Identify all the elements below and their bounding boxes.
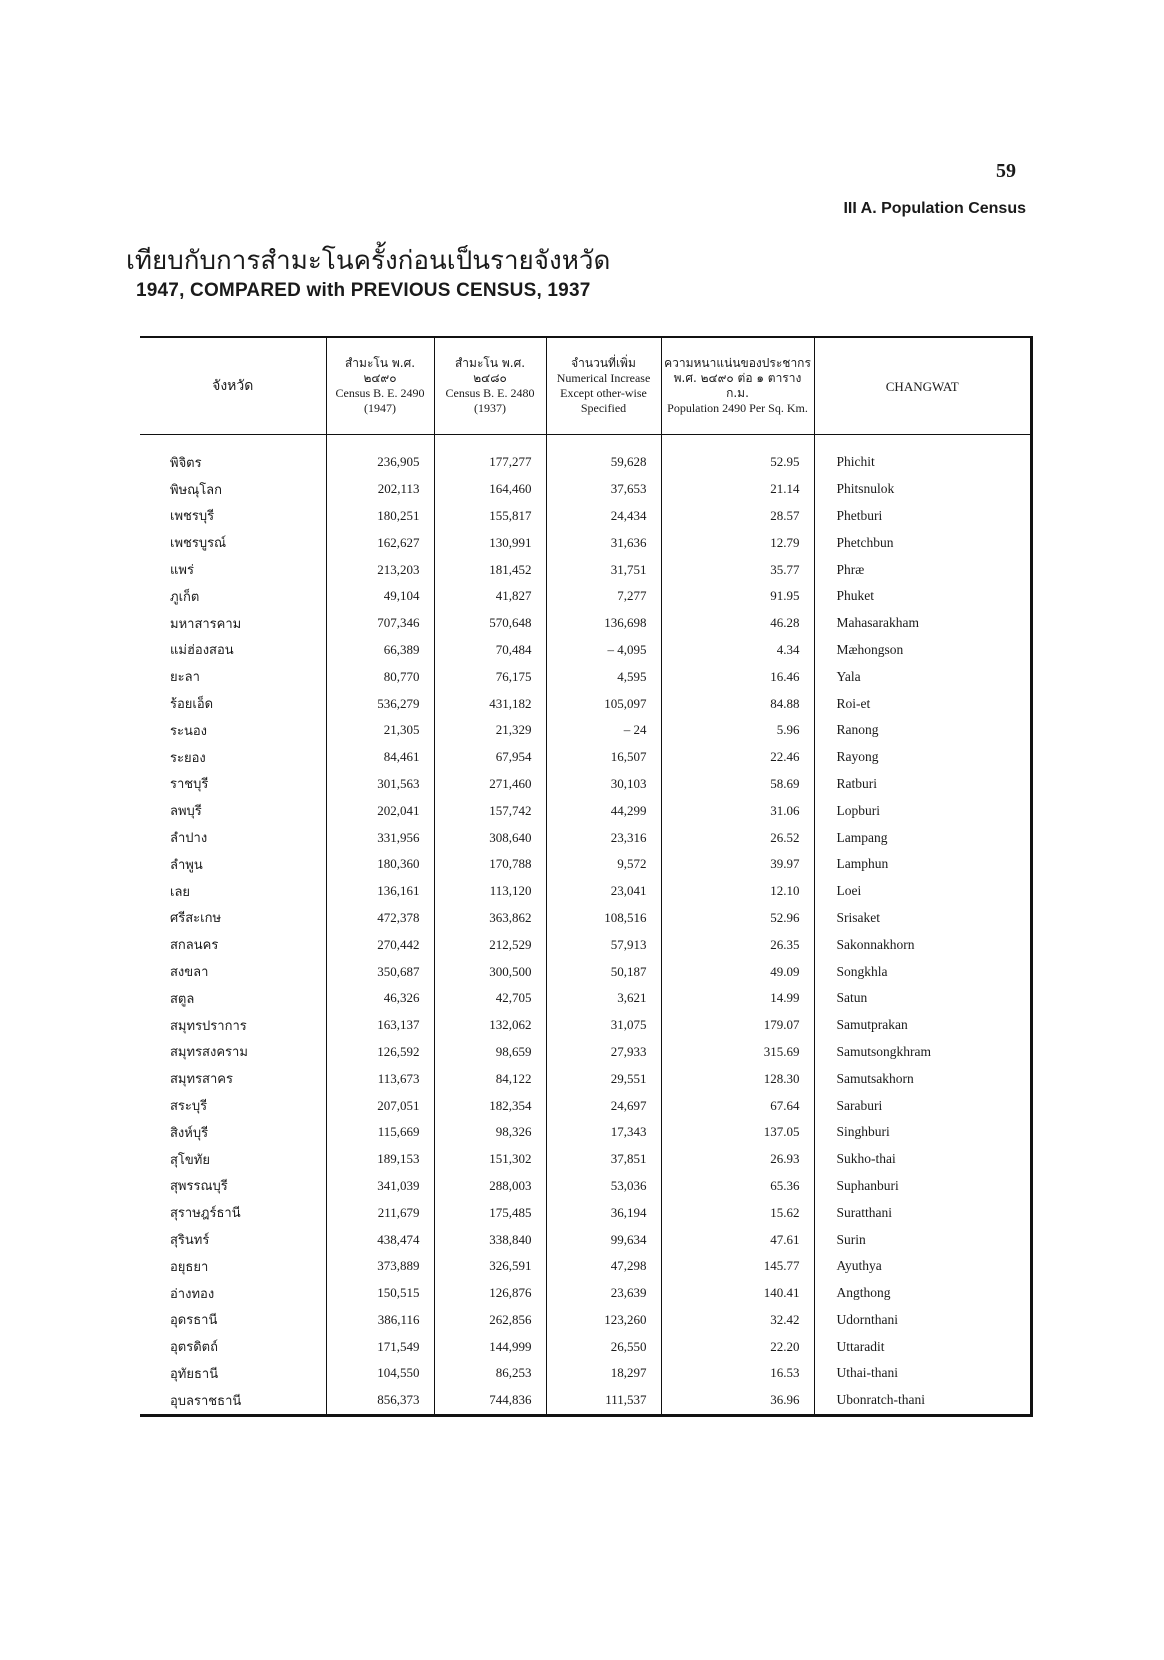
cell-increase: 4,595 xyxy=(546,663,661,690)
cell-census-1937: 98,659 xyxy=(434,1039,546,1066)
cell-census-1937: 308,640 xyxy=(434,824,546,851)
cell-increase: 105,097 xyxy=(546,690,661,717)
table-row xyxy=(140,1065,1030,1092)
cell-changwat: Yala xyxy=(836,668,861,684)
cell-province-thai: พิจิตร xyxy=(140,435,326,476)
cell-census-1937: 132,062 xyxy=(434,1012,546,1039)
table-body xyxy=(140,435,1030,1414)
cell-census-1937: 84,122 xyxy=(434,1065,546,1092)
cell-changwat: Mæhongson xyxy=(836,641,904,657)
cell-density: 58.69 xyxy=(661,771,814,798)
cell-density: 12.10 xyxy=(661,878,814,905)
cell-province-thai: สุรินทร์ xyxy=(140,1226,326,1253)
cell-census-1937: 212,529 xyxy=(434,931,546,958)
cell-density: 15.62 xyxy=(661,1199,814,1226)
cell-increase: 24,697 xyxy=(546,1092,661,1119)
cell-province-thai: ระยอง xyxy=(140,744,326,771)
cell-density: 32.42 xyxy=(661,1307,814,1334)
cell-census-1937: 157,742 xyxy=(434,797,546,824)
cell-density: 52.96 xyxy=(661,905,814,932)
cell-changwat: Singhburi xyxy=(836,1124,890,1140)
cell-density: 4.34 xyxy=(661,637,814,664)
cell-changwat: Suratthani xyxy=(836,1204,892,1220)
cell-increase: 24,434 xyxy=(546,503,661,530)
cell-increase: 37,653 xyxy=(546,476,661,503)
cell-density: 5.96 xyxy=(661,717,814,744)
table-row xyxy=(140,797,1030,824)
table-row xyxy=(140,663,1030,690)
table-row xyxy=(140,690,1030,717)
cell-increase: 26,550 xyxy=(546,1333,661,1360)
header-province-thai: จังหวัด xyxy=(140,338,326,435)
table-row xyxy=(140,717,1030,744)
cell-increase: 123,260 xyxy=(546,1307,661,1334)
cell-changwat: Roi-et xyxy=(836,695,871,711)
cell-changwat: Phetburi xyxy=(836,507,883,523)
cell-census-1947: 189,153 xyxy=(326,1146,434,1173)
cell-density: 14.99 xyxy=(661,985,814,1012)
table-row xyxy=(140,958,1030,985)
cell-density: 49.09 xyxy=(661,958,814,985)
cell-census-1937: 338,840 xyxy=(434,1226,546,1253)
cell-increase: 30,103 xyxy=(546,771,661,798)
cell-census-1947: 180,251 xyxy=(326,503,434,530)
cell-density: 21.14 xyxy=(661,476,814,503)
cell-province-thai: สิงห์บุรี xyxy=(140,1119,326,1146)
table-row xyxy=(140,931,1030,958)
cell-province-thai: ศรีสะเกษ xyxy=(140,905,326,932)
cell-changwat: Rayong xyxy=(836,749,879,765)
cell-changwat: Suphanburi xyxy=(836,1177,899,1193)
cell-density: 315.69 xyxy=(661,1039,814,1066)
table-row xyxy=(140,1360,1030,1387)
cell-province-thai: แพร่ xyxy=(140,556,326,583)
cell-changwat: Phitsnulok xyxy=(836,481,895,497)
table-row xyxy=(140,1173,1030,1200)
cell-increase: 37,851 xyxy=(546,1146,661,1173)
cell-census-1947: 84,461 xyxy=(326,744,434,771)
cell-census-1947: 202,113 xyxy=(326,476,434,503)
cell-increase: 31,751 xyxy=(546,556,661,583)
cell-census-1947: 80,770 xyxy=(326,663,434,690)
cell-density: 67.64 xyxy=(661,1092,814,1119)
table-row xyxy=(140,435,1030,476)
cell-census-1947: 331,956 xyxy=(326,824,434,851)
table-row xyxy=(140,905,1030,932)
table-row xyxy=(140,1253,1030,1280)
cell-census-1947: 301,563 xyxy=(326,771,434,798)
cell-province-thai: ลพบุรี xyxy=(140,797,326,824)
cell-changwat: Saraburi xyxy=(836,1097,883,1113)
cell-density: 65.36 xyxy=(661,1173,814,1200)
cell-province-thai: สุโขทัย xyxy=(140,1146,326,1173)
cell-census-1937: 271,460 xyxy=(434,771,546,798)
cell-province-thai: ลำพูน xyxy=(140,851,326,878)
table-row xyxy=(140,985,1030,1012)
table-row xyxy=(140,1012,1030,1039)
cell-increase: – 4,095 xyxy=(546,637,661,664)
cell-increase: 50,187 xyxy=(546,958,661,985)
table-row xyxy=(140,503,1030,530)
cell-census-1937: 288,003 xyxy=(434,1173,546,1200)
cell-province-thai: อ่างทอง xyxy=(140,1280,326,1307)
cell-increase: 53,036 xyxy=(546,1173,661,1200)
cell-province-thai: ยะลา xyxy=(140,663,326,690)
cell-census-1947: 472,378 xyxy=(326,905,434,932)
cell-increase: 29,551 xyxy=(546,1065,661,1092)
cell-province-thai: ลำปาง xyxy=(140,824,326,851)
cell-census-1947: 126,592 xyxy=(326,1039,434,1066)
cell-density: 35.77 xyxy=(661,556,814,583)
cell-increase: 108,516 xyxy=(546,905,661,932)
cell-province-thai: มหาสารคาม xyxy=(140,610,326,637)
cell-census-1937: 170,788 xyxy=(434,851,546,878)
cell-census-1937: 262,856 xyxy=(434,1307,546,1334)
cell-density: 28.57 xyxy=(661,503,814,530)
cell-increase: 111,537 xyxy=(546,1387,661,1414)
cell-changwat: Satun xyxy=(836,990,868,1006)
cell-census-1947: 150,515 xyxy=(326,1280,434,1307)
cell-census-1947: 162,627 xyxy=(326,529,434,556)
cell-census-1937: 164,460 xyxy=(434,476,546,503)
cell-census-1937: 126,876 xyxy=(434,1280,546,1307)
cell-census-1937: 42,705 xyxy=(434,985,546,1012)
cell-province-thai: สงขลา xyxy=(140,958,326,985)
cell-province-thai: สมุทรปราการ xyxy=(140,1012,326,1039)
cell-increase: 16,507 xyxy=(546,744,661,771)
cell-density: 137.05 xyxy=(661,1119,814,1146)
cell-increase: 23,041 xyxy=(546,878,661,905)
cell-changwat: Srisaket xyxy=(836,909,880,925)
cell-census-1947: 21,305 xyxy=(326,717,434,744)
cell-province-thai: ภูเก็ต xyxy=(140,583,326,610)
cell-census-1937: 431,182 xyxy=(434,690,546,717)
cell-census-1947: 856,373 xyxy=(326,1387,434,1414)
cell-census-1947: 211,679 xyxy=(326,1199,434,1226)
page-title-thai: เทียบกับการสำมะโนครั้งก่อนเป็นรายจังหวัด xyxy=(126,246,611,276)
cell-increase: 23,639 xyxy=(546,1280,661,1307)
cell-census-1947: 438,474 xyxy=(326,1226,434,1253)
cell-changwat: Mahasarakham xyxy=(836,615,919,631)
cell-census-1947: 213,203 xyxy=(326,556,434,583)
cell-changwat: Phetchbun xyxy=(836,534,894,550)
header-population-density: ความหนาแน่นของประชากร พ.ศ. ๒๔๙๐ ต่อ ๑ ตาราง ก.ม. Population 2490 Per Sq. Km. xyxy=(661,338,814,435)
cell-province-thai: อุบลราชธานี xyxy=(140,1387,326,1414)
cell-density: 31.06 xyxy=(661,797,814,824)
cell-density: 91.95 xyxy=(661,583,814,610)
cell-census-1947: 163,137 xyxy=(326,1012,434,1039)
table-row xyxy=(140,1199,1030,1226)
table-row xyxy=(140,583,1030,610)
cell-census-1937: 570,648 xyxy=(434,610,546,637)
cell-density: 26.35 xyxy=(661,931,814,958)
cell-province-thai: สระบุรี xyxy=(140,1092,326,1119)
cell-changwat: Udornthani xyxy=(836,1311,898,1327)
cell-density: 22.20 xyxy=(661,1333,814,1360)
cell-census-1947: 202,041 xyxy=(326,797,434,824)
cell-density: 179.07 xyxy=(661,1012,814,1039)
cell-census-1937: 181,452 xyxy=(434,556,546,583)
table-row xyxy=(140,1307,1030,1334)
cell-census-1947: 373,889 xyxy=(326,1253,434,1280)
cell-census-1947: 180,360 xyxy=(326,851,434,878)
table-row xyxy=(140,824,1030,851)
cell-increase: 7,277 xyxy=(546,583,661,610)
cell-census-1937: 182,354 xyxy=(434,1092,546,1119)
header-census-1937: สำมะโน พ.ศ. ๒๔๘๐ Census B. E. 2480 (1937) xyxy=(434,338,546,435)
cell-changwat: Ratburi xyxy=(836,775,877,791)
cell-increase: 99,634 xyxy=(546,1226,661,1253)
cell-changwat: Loei xyxy=(836,883,862,899)
cell-census-1947: 207,051 xyxy=(326,1092,434,1119)
cell-increase: 31,636 xyxy=(546,529,661,556)
cell-density: 22.46 xyxy=(661,744,814,771)
cell-census-1937: 113,120 xyxy=(434,878,546,905)
cell-density: 36.96 xyxy=(661,1387,814,1414)
cell-changwat: Ubonratch-thani xyxy=(836,1392,925,1408)
cell-census-1937: 130,991 xyxy=(434,529,546,556)
cell-province-thai: อยุธยา xyxy=(140,1253,326,1280)
cell-changwat: Songkhla xyxy=(836,963,888,979)
cell-census-1937: 151,302 xyxy=(434,1146,546,1173)
table-row xyxy=(140,878,1030,905)
cell-increase: 3,621 xyxy=(546,985,661,1012)
cell-changwat: Samutprakan xyxy=(836,1017,908,1033)
table-row xyxy=(140,744,1030,771)
cell-province-thai: สกลนคร xyxy=(140,931,326,958)
cell-province-thai: แม่ฮ่องสอน xyxy=(140,637,326,664)
cell-census-1937: 326,591 xyxy=(434,1253,546,1280)
header-changwat: CHANGWAT xyxy=(814,338,1030,435)
section-label: III A. Population Census xyxy=(843,200,1026,217)
cell-census-1937: 21,329 xyxy=(434,717,546,744)
cell-province-thai: สุราษฎร์ธานี xyxy=(140,1199,326,1226)
cell-changwat: Samutsakhorn xyxy=(836,1070,914,1086)
cell-density: 16.53 xyxy=(661,1360,814,1387)
cell-changwat: Samutsongkhram xyxy=(836,1043,931,1059)
cell-province-thai: อุทัยธานี xyxy=(140,1360,326,1387)
cell-census-1937: 144,999 xyxy=(434,1333,546,1360)
table-row xyxy=(140,610,1030,637)
cell-increase: 27,933 xyxy=(546,1039,661,1066)
cell-census-1937: 67,954 xyxy=(434,744,546,771)
cell-density: 47.61 xyxy=(661,1226,814,1253)
cell-province-thai: เพชรบุรี xyxy=(140,503,326,530)
cell-census-1937: 177,277 xyxy=(434,435,546,476)
cell-changwat: Uthai-thani xyxy=(836,1365,898,1381)
cell-census-1947: 66,389 xyxy=(326,637,434,664)
table-row xyxy=(140,1226,1030,1253)
cell-changwat: Sukho-thai xyxy=(836,1151,896,1167)
table-row xyxy=(140,1039,1030,1066)
header-census-1947: สำมะโน พ.ศ. ๒๔๙๐ Census B. E. 2490 (1947) xyxy=(326,338,434,435)
table-row xyxy=(140,1333,1030,1360)
cell-density: 140.41 xyxy=(661,1280,814,1307)
page-title: 1947, COMPARED with PREVIOUS CENSUS, 1937 xyxy=(136,280,591,301)
cell-increase: 31,075 xyxy=(546,1012,661,1039)
cell-density: 26.93 xyxy=(661,1146,814,1173)
cell-census-1947: 104,550 xyxy=(326,1360,434,1387)
cell-census-1937: 300,500 xyxy=(434,958,546,985)
cell-census-1937: 155,817 xyxy=(434,503,546,530)
cell-census-1947: 350,687 xyxy=(326,958,434,985)
cell-province-thai: เลย xyxy=(140,878,326,905)
table-row xyxy=(140,1119,1030,1146)
cell-changwat: Phræ xyxy=(836,561,865,577)
cell-changwat: Ayuthya xyxy=(836,1258,882,1274)
cell-province-thai: สตูล xyxy=(140,985,326,1012)
cell-density: 52.95 xyxy=(661,435,814,476)
cell-increase: 18,297 xyxy=(546,1360,661,1387)
cell-density: 145.77 xyxy=(661,1253,814,1280)
cell-increase: – 24 xyxy=(546,717,661,744)
cell-province-thai: อุดรธานี xyxy=(140,1307,326,1334)
cell-province-thai: สมุทรสงคราม xyxy=(140,1039,326,1066)
table-row xyxy=(140,637,1030,664)
cell-province-thai: อุตรดิตถ์ xyxy=(140,1333,326,1360)
cell-density: 12.79 xyxy=(661,529,814,556)
cell-census-1947: 171,549 xyxy=(326,1333,434,1360)
cell-changwat: Phichit xyxy=(836,454,875,470)
table-header-row xyxy=(140,338,1030,435)
cell-density: 84.88 xyxy=(661,690,814,717)
cell-census-1947: 707,346 xyxy=(326,610,434,637)
table-row xyxy=(140,1092,1030,1119)
cell-census-1937: 76,175 xyxy=(434,663,546,690)
cell-increase: 47,298 xyxy=(546,1253,661,1280)
cell-province-thai: พิษณุโลก xyxy=(140,476,326,503)
cell-density: 39.97 xyxy=(661,851,814,878)
cell-census-1947: 236,905 xyxy=(326,435,434,476)
cell-census-1937: 363,862 xyxy=(434,905,546,932)
cell-census-1937: 70,484 xyxy=(434,637,546,664)
table-row xyxy=(140,476,1030,503)
cell-census-1947: 536,279 xyxy=(326,690,434,717)
cell-province-thai: สุพรรณบุรี xyxy=(140,1173,326,1200)
cell-changwat: Lopburi xyxy=(836,802,880,818)
table-row xyxy=(140,851,1030,878)
table-row xyxy=(140,529,1030,556)
cell-density: 16.46 xyxy=(661,663,814,690)
table-row xyxy=(140,1146,1030,1173)
cell-census-1937: 86,253 xyxy=(434,1360,546,1387)
cell-increase: 36,194 xyxy=(546,1199,661,1226)
cell-province-thai: ร้อยเอ็ด xyxy=(140,690,326,717)
cell-density: 26.52 xyxy=(661,824,814,851)
cell-province-thai: ราชบุรี xyxy=(140,771,326,798)
page-number: 59 xyxy=(996,160,1016,182)
cell-changwat: Surin xyxy=(836,1231,866,1247)
header-numerical-increase: จำนวนที่เพิ่ม Numerical Increase Except other-wise Specified xyxy=(546,338,661,435)
cell-census-1937: 98,326 xyxy=(434,1119,546,1146)
cell-changwat: Sakonnakhorn xyxy=(836,936,915,952)
cell-province-thai: ระนอง xyxy=(140,717,326,744)
cell-province-thai: เพชรบูรณ์ xyxy=(140,529,326,556)
cell-census-1947: 386,116 xyxy=(326,1307,434,1334)
cell-increase: 44,299 xyxy=(546,797,661,824)
cell-census-1947: 49,104 xyxy=(326,583,434,610)
cell-changwat: Phuket xyxy=(836,588,875,604)
table-row xyxy=(140,771,1030,798)
cell-changwat: Ranong xyxy=(836,722,879,738)
table-row xyxy=(140,1280,1030,1307)
cell-census-1947: 46,326 xyxy=(326,985,434,1012)
cell-census-1937: 41,827 xyxy=(434,583,546,610)
cell-density: 46.28 xyxy=(661,610,814,637)
cell-increase: 17,343 xyxy=(546,1119,661,1146)
cell-changwat: Angthong xyxy=(836,1285,891,1301)
cell-changwat: Lamphun xyxy=(836,856,889,872)
table-row xyxy=(140,556,1030,583)
cell-census-1947: 341,039 xyxy=(326,1173,434,1200)
cell-changwat: Lampang xyxy=(836,829,888,845)
cell-census-1947: 270,442 xyxy=(326,931,434,958)
cell-increase: 23,316 xyxy=(546,824,661,851)
cell-census-1947: 136,161 xyxy=(326,878,434,905)
census-table xyxy=(140,336,1033,1417)
cell-census-1937: 744,836 xyxy=(434,1387,546,1414)
cell-census-1937: 175,485 xyxy=(434,1199,546,1226)
cell-increase: 9,572 xyxy=(546,851,661,878)
cell-increase: 59,628 xyxy=(546,435,661,476)
cell-increase: 136,698 xyxy=(546,610,661,637)
cell-census-1947: 115,669 xyxy=(326,1119,434,1146)
cell-increase: 57,913 xyxy=(546,931,661,958)
cell-density: 128.30 xyxy=(661,1065,814,1092)
cell-census-1947: 113,673 xyxy=(326,1065,434,1092)
table-row xyxy=(140,1387,1030,1414)
cell-changwat: Uttaradit xyxy=(836,1338,885,1354)
cell-province-thai: สมุทรสาคร xyxy=(140,1065,326,1092)
